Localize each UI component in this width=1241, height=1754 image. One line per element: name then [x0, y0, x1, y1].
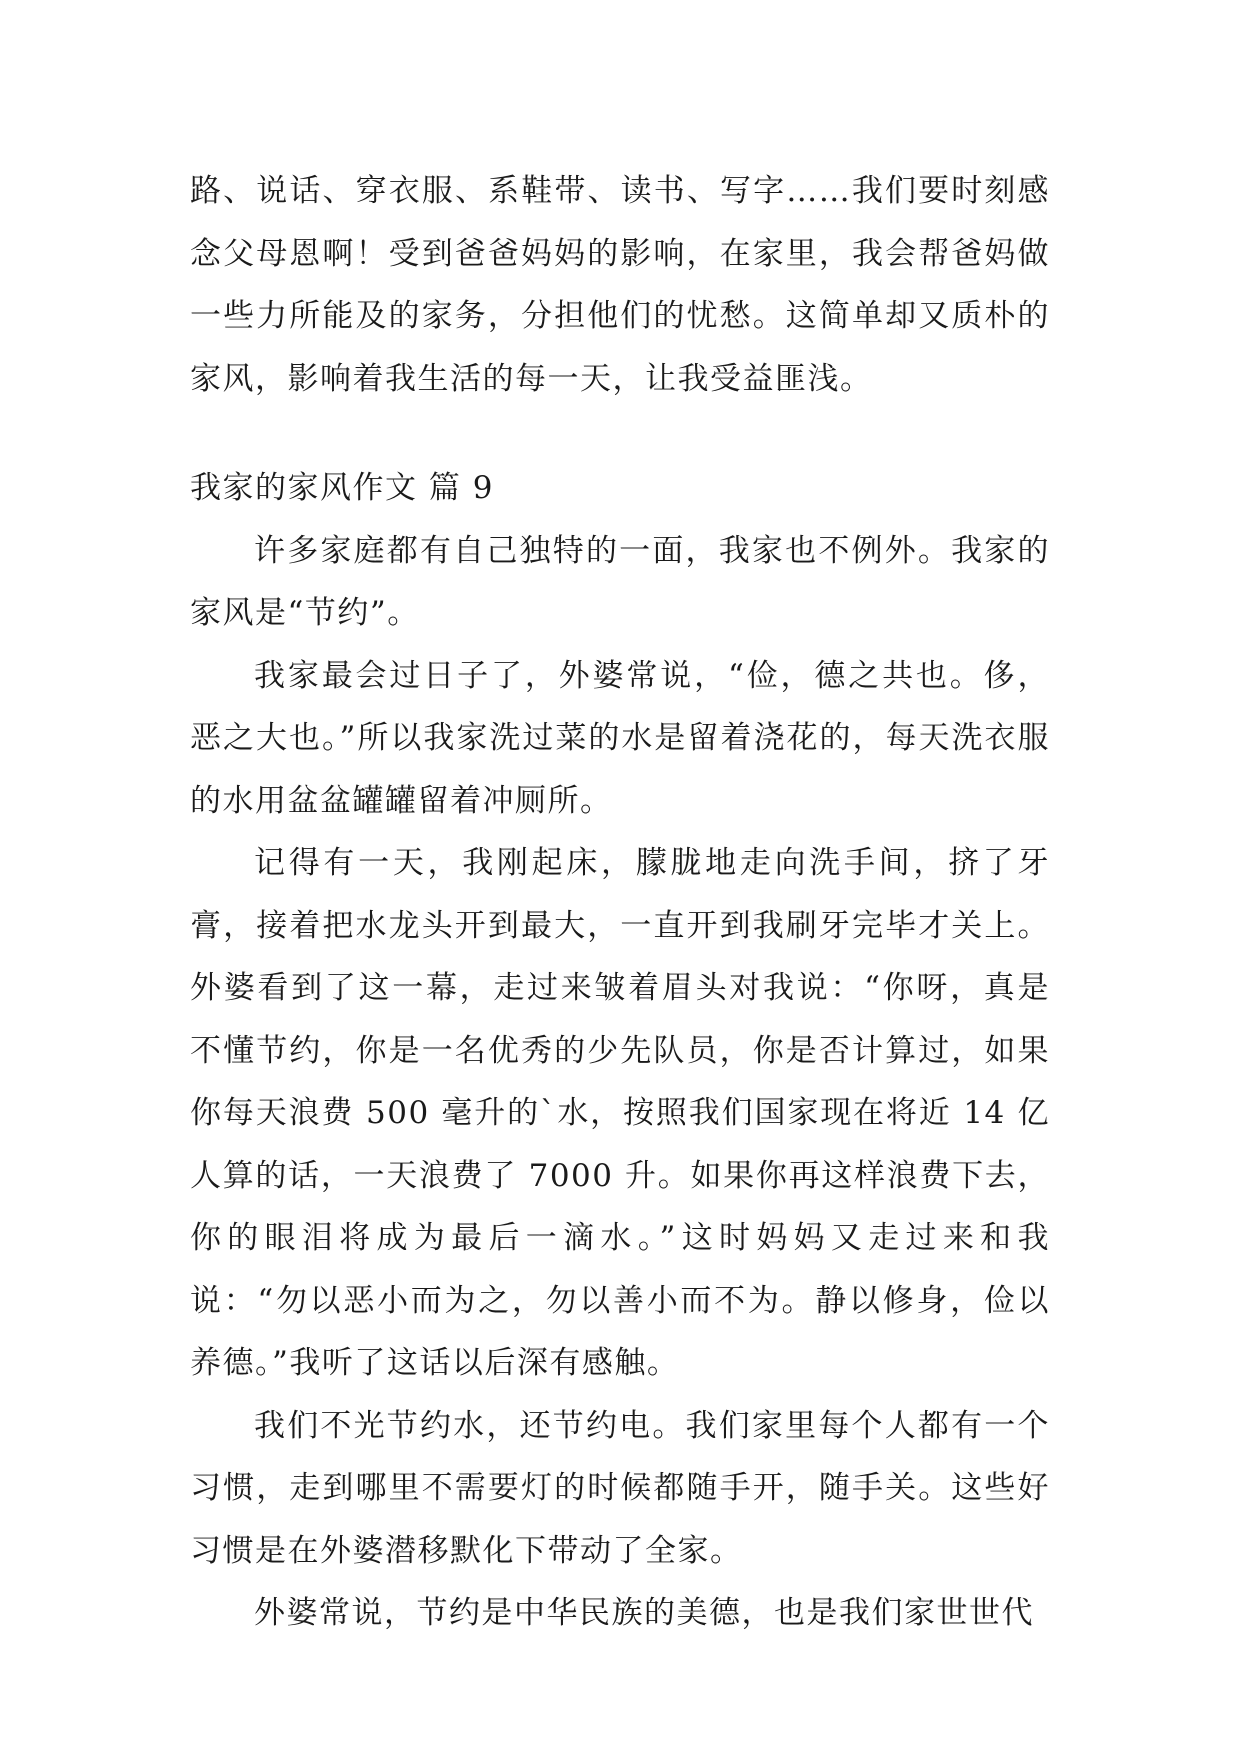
body-paragraph-5: 外婆常说，节约是中华民族的美德，也是我们家世世代	[254, 1595, 1034, 1631]
section-title: 我家的家风作文 篇 9	[190, 470, 494, 506]
continuation-paragraph: 路、说话、穿衣服、系鞋带、读书、写字……我们要时刻感念父母恩啊！受到爸爸妈妈的影响，在家里，我会帮爸妈做一些力所能及的家务，分担他们的忧愁。这简单却又质朴的家风，影响着我生活的每一天，让我受益匪浅。	[190, 173, 1050, 397]
document-page	[190, 160, 1050, 1645]
body-paragraph-1: 许多家庭都有自己独特的一面，我家也不例外。我家的家风是“节约”。	[190, 532, 1050, 631]
body-paragraph-2: 我家最会过日子了，外婆常说，“俭，德之共也。侈，恶之大也。”所以我家洗过菜的水是留着浇花的，每天洗衣服的水用盆盆罐罐留着冲厕所。	[190, 657, 1050, 819]
body-paragraph-4: 我们不光节约水，还节约电。我们家里每个人都有一个习惯，走到哪里不需要灯的时候都随手开，随手关。这些好习惯是在外婆潜移默化下带动了全家。	[190, 1407, 1050, 1569]
body-paragraph-3: 记得有一天，我刚起床，朦胧地走向洗手间，挤了牙膏，接着把水龙头开到最大，一直开到我刷牙完毕才关上。外婆看到了这一幕，走过来皱着眉头对我说：“你呀，真是不懂节约，你是一名优秀的少先队员，你是否计算过，如果你每天浪费 500 毫升的`水，按照我们国家现在将近 14 亿人算的话，一天浪费了 7000 升。如果你再这样浪费下去，你的眼泪将成为最后一滴水。”这时妈妈又走过来和我说：“勿以恶小而为之，勿以善小而不为。静以修身，俭以养德。”我听了这话以后深有感触。	[190, 845, 1050, 1381]
